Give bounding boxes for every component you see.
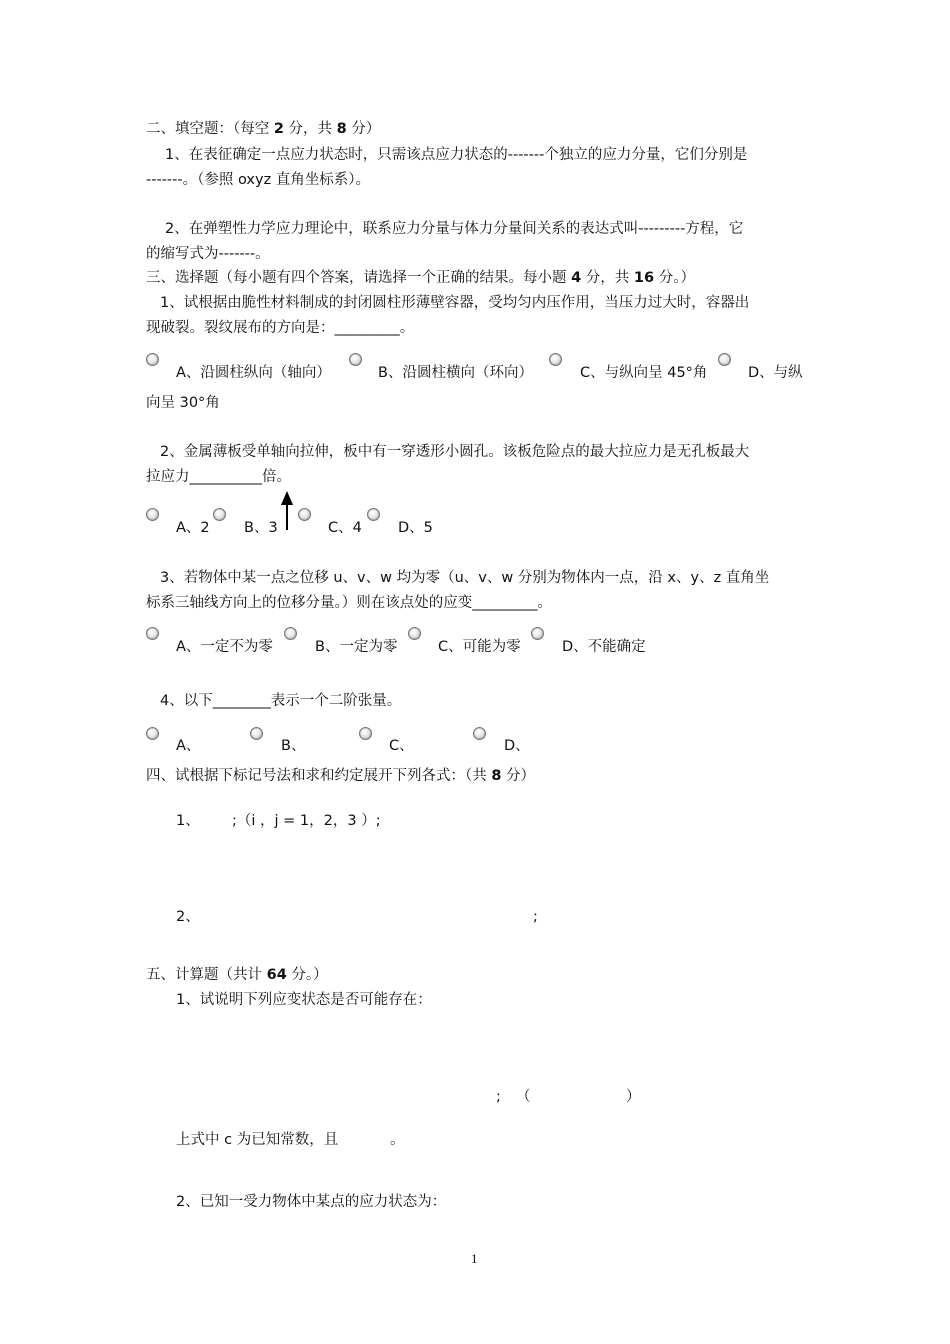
s3-q3-radio-d[interactable] [531, 627, 544, 640]
s3-q1-line1: 1、试根据由脆性材料制成的封闭圆柱形薄壁容器，受均匀内压作用，当压力过大时，容器出 [160, 295, 750, 311]
s3-q3-line1: 3、若物体中某一点之位移 u、v、w 均为零（u、v、w 分别为物体内一点，沿 x、y、z 直角坐 [160, 570, 770, 586]
s3-q1-radio-a[interactable] [146, 353, 159, 366]
s3-q3-line2: 标系三轴线方向上的位移分量。）则在该点处的应变_________。 [146, 595, 552, 611]
s3-q1-option-d: D、与纵 [748, 365, 803, 381]
s3-q4-radio-a[interactable] [146, 727, 159, 740]
s3-q2-option-c: C、4 [328, 520, 362, 536]
section-5-title: 五、计算题（共计 64 分。） [146, 967, 328, 983]
page-number: 1 [471, 1251, 478, 1266]
s3-q3-radio-a[interactable] [146, 627, 159, 640]
s3-q4-option-c: C、 [389, 738, 414, 754]
s3-q3-radio-c[interactable] [408, 627, 421, 640]
s5-q1-paren-close: ） [626, 1089, 641, 1105]
s3-q3-option-b: B、一定为零 [315, 639, 398, 655]
s3-q1-option-c: C、与纵向呈 45°角 [580, 365, 708, 381]
s3-q1-radio-c[interactable] [549, 353, 562, 366]
s4-item2-text: ; [533, 909, 538, 925]
s3-q4-line1: 4、以下________表示一个二阶张量。 [160, 693, 402, 709]
s2-q2-line1: 2、在弹塑性力学应力理论中，联系应力分量与体力分量间关系的表达式叫---------方程，它 [165, 221, 744, 237]
s5-q2: 2、已知一受力物体中某点的应力状态为： [176, 1194, 447, 1210]
s3-q4-radio-c[interactable] [359, 727, 372, 740]
s3-q3-option-c: C、可能为零 [438, 639, 521, 655]
s3-q1-line2: 现破裂。裂纹展布的方向是：_________。 [146, 320, 415, 336]
s5-q1-note-post: 。 [390, 1132, 405, 1148]
s3-q1-option-d-wrap: 向呈 30°角 [146, 395, 220, 411]
section-2-title: 二、填空题：（每空 2 分，共 8 分） [146, 121, 381, 137]
s3-q3-option-d: D、不能确定 [562, 639, 646, 655]
s3-q4-option-d: D、 [504, 738, 530, 754]
s3-q2-radio-d[interactable] [367, 508, 380, 521]
s3-q1-option-b: B、沿圆柱横向（环向） [378, 365, 533, 381]
s5-q1-paren-open: （ [516, 1089, 531, 1105]
s2-q1-line1: 1、在表征确定一点应力状态时，只需该点应力状态的-------个独立的应力分量，它们分别是 [165, 147, 748, 163]
s3-q2-radio-b[interactable] [213, 508, 226, 521]
s3-q2-line2: 拉应力__________倍。 [146, 469, 291, 485]
s3-q2-radio-c[interactable] [298, 508, 311, 521]
s3-q2-line1: 2、金属薄板受单轴向拉伸，板中有一穿透形小圆孔。该板危险点的最大拉应力是无孔板最大 [160, 444, 750, 460]
cursor-arrow-shaft [286, 503, 288, 530]
s3-q3-option-a: A、一定不为零 [176, 639, 273, 655]
s2-q1-line2: -------。（参照 oxyz 直角坐标系）。 [146, 172, 371, 188]
s3-q4-option-b: B、 [281, 738, 306, 754]
s3-q4-radio-b[interactable] [250, 727, 263, 740]
s4-item1-number: 1、 [176, 813, 200, 829]
s3-q4-option-a: A、 [176, 738, 201, 754]
s3-q2-option-d: D、5 [398, 520, 433, 536]
section-4-title: 四、试根据下标记号法和求和约定展开下列各式：（共 8 分） [146, 768, 536, 784]
s5-q1-note-pre: 上式中 c 为已知常数，且 [176, 1132, 339, 1148]
s4-item1-text: ;（i ，j = 1，2，3 ）; [232, 813, 381, 829]
s5-q1: 1、试说明下列应变状态是否可能存在： [176, 992, 432, 1008]
s3-q1-radio-b[interactable] [349, 353, 362, 366]
s3-q1-option-a: A、沿圆柱纵向（轴向） [176, 365, 331, 381]
s4-item2-number: 2、 [176, 909, 200, 925]
section-3-title: 三、选择题（每小题有四个答案，请选择一个正确的结果。每小题 4 分，共 16 分。） [146, 270, 695, 286]
s3-q3-radio-b[interactable] [284, 627, 297, 640]
s3-q4-radio-d[interactable] [473, 727, 486, 740]
s3-q1-radio-d[interactable] [718, 353, 731, 366]
s2-q2-line2: 的缩写式为-------。 [146, 246, 270, 262]
s3-q2-option-a: A、2 [176, 520, 210, 536]
s3-q2-option-b: B、3 [244, 520, 278, 536]
s5-q1-semicolon: ; [496, 1089, 501, 1105]
s3-q2-radio-a[interactable] [146, 508, 159, 521]
